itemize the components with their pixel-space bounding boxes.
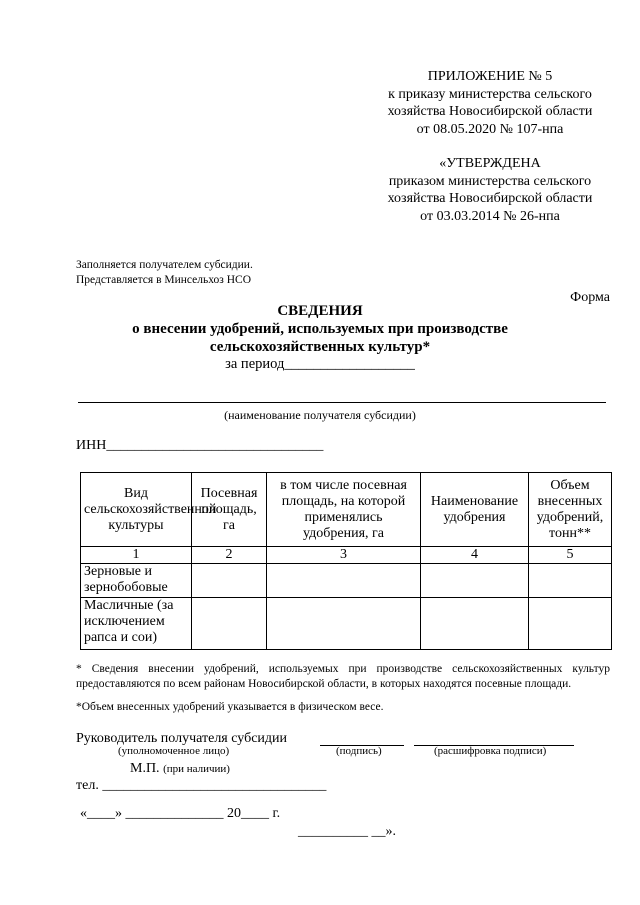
column-number: 4 xyxy=(421,547,529,564)
table-header-row xyxy=(81,473,612,547)
data-cell xyxy=(421,564,529,598)
document-title xyxy=(0,302,640,356)
fertilizer-table xyxy=(80,472,612,650)
submit-note: Представляется в Минсельхоз НСО xyxy=(76,274,252,286)
data-cell xyxy=(529,564,612,598)
data-cell xyxy=(192,564,267,598)
annex-header xyxy=(360,68,620,138)
stamp-text: М.П. xyxy=(130,761,160,776)
approved-header xyxy=(360,155,620,225)
annex-line: ПРИЛОЖЕНИЕ № 5 xyxy=(427,69,553,84)
crop-cell: Масличные (за исключением рапса и сои) xyxy=(81,598,192,650)
fill-note: Заполняется получателем субсидии. xyxy=(76,259,253,271)
inn-field: ИНН_______________________________ xyxy=(76,438,324,453)
header-fertilized-area: в том числе посевная площадь, на которой применялись удобрения, га xyxy=(267,473,421,547)
crop-cell: Зерновые и зернобобовые xyxy=(81,564,192,598)
title-line-2: о внесении удобрений, используемых при производстве xyxy=(132,321,508,337)
recipient-caption: (наименование получателя субсидии) xyxy=(224,408,416,422)
column-number: 5 xyxy=(529,547,612,564)
fill-notes xyxy=(76,258,253,288)
approved-line: от 03.03.2014 № 26-нпа xyxy=(420,208,560,224)
data-cell xyxy=(267,564,421,598)
column-number: 2 xyxy=(192,547,267,564)
footnote-2: *Объем внесенных удобрений указывается в физическом весе. xyxy=(76,701,384,713)
data-cell xyxy=(267,598,421,650)
decode-caption: (расшифровка подписи) xyxy=(434,745,547,757)
period-field: за период__________________ xyxy=(225,356,415,372)
stamp-label xyxy=(130,761,230,777)
annex-line: к приказу министерства сельского xyxy=(388,86,592,102)
footnote-1: * Сведения внесении удобрений, используемых при производстве сельскохозяйственных культур предоставляются по всем районам Новосибирской области, в которых находятся посевные площади. xyxy=(76,663,610,690)
header-fertilizer-name: Наименование удобрения xyxy=(421,473,529,547)
header-fertilizer-volume: Объем внесенных удобрений, тонн** xyxy=(529,473,612,547)
recipient-name-line xyxy=(78,402,606,403)
annex-line: от 08.05.2020 № 107-нпа xyxy=(416,121,564,137)
column-number: 1 xyxy=(81,547,192,564)
date-field: «____» ______________ 20____ г. xyxy=(80,806,281,821)
header-sown-area: Посевная площадь, га xyxy=(192,473,267,547)
phone-field: тел. ________________________________ xyxy=(76,778,327,793)
header-crop-type: Вид сельскохозяйственной культуры xyxy=(81,473,192,547)
title-line-1: СВЕДЕНИЯ xyxy=(277,303,363,319)
table-number-row xyxy=(81,547,612,564)
head-caption: (уполномоченное лицо) xyxy=(118,745,230,757)
data-cell xyxy=(421,598,529,650)
annex-line: хозяйства Новосибирской области xyxy=(387,104,593,119)
table-row xyxy=(81,598,612,650)
closing-line: __________ __». xyxy=(298,824,396,839)
approved-line: хозяйства Новосибирской области xyxy=(387,191,593,206)
column-number: 3 xyxy=(267,547,421,564)
data-cell xyxy=(529,598,612,650)
approved-line: приказом министерства сельского xyxy=(388,173,592,189)
approved-line: «УТВЕРЖДЕНА xyxy=(439,156,541,171)
form-label: Форма xyxy=(570,290,610,305)
stamp-caption: (при наличии) xyxy=(163,763,230,775)
data-cell xyxy=(192,598,267,650)
head-label: Руководитель получателя субсидии xyxy=(76,731,288,746)
title-line-3: сельскохозяйственных культур* xyxy=(209,339,431,355)
sign-caption: (подпись) xyxy=(336,745,382,757)
table-row xyxy=(81,564,612,598)
